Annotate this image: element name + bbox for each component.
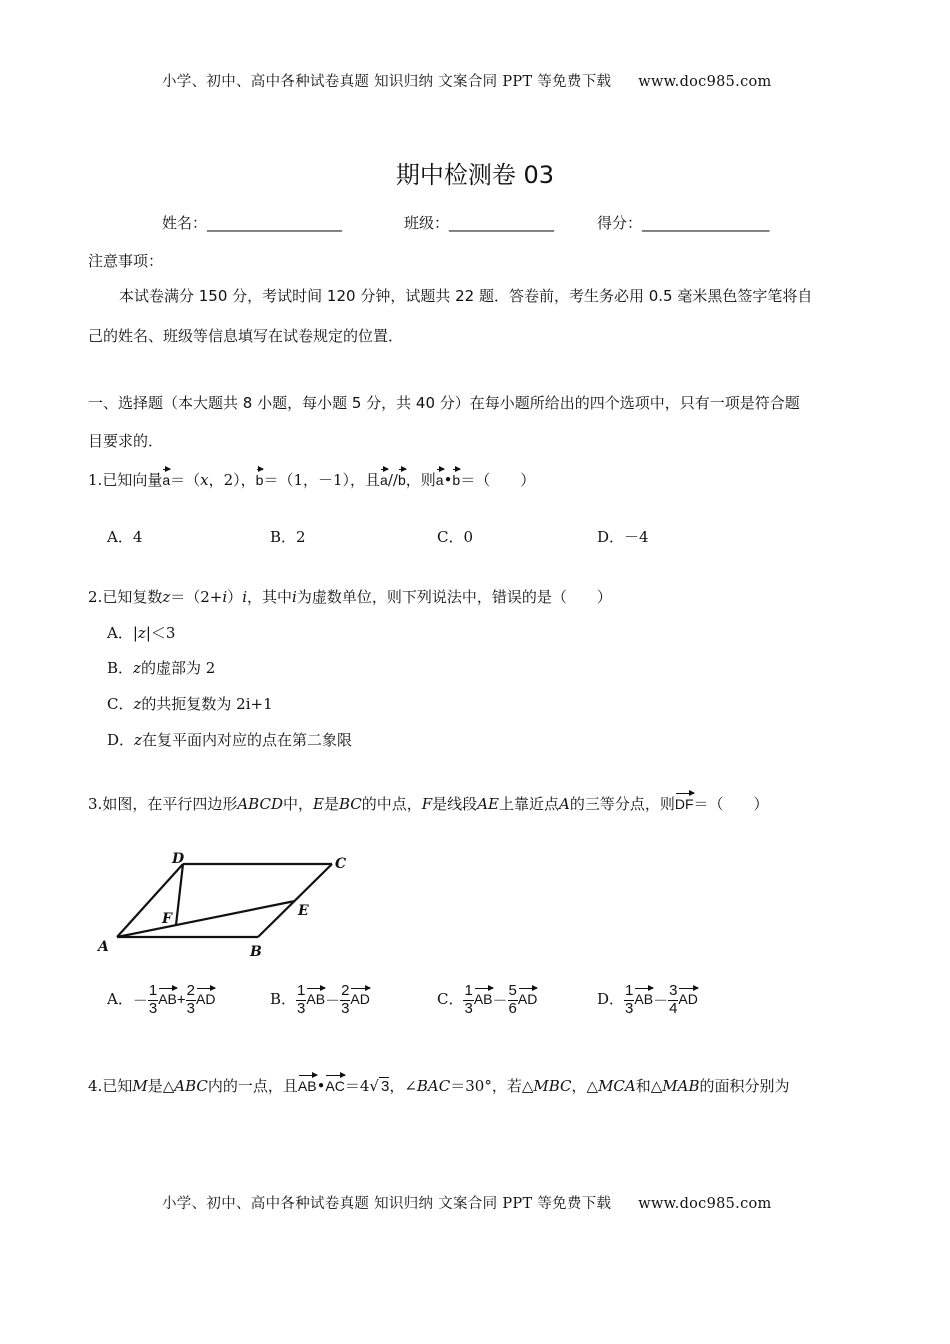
page-header bbox=[162, 70, 772, 91]
q2-option-b[interactable]: B．z的虚部为 2 bbox=[107, 659, 216, 677]
edge-bc bbox=[258, 864, 332, 937]
notice-line-2: 己的姓名、班级等信息填写在试卷规定的位置． bbox=[88, 327, 404, 345]
footer-site[interactable]: www.doc985.com bbox=[638, 1196, 772, 1212]
label-e: E bbox=[298, 903, 309, 919]
q1-option-d[interactable]: D．－4 bbox=[597, 528, 649, 546]
header-site[interactable]: www.doc985.com bbox=[638, 74, 772, 90]
vector-a: a bbox=[162, 468, 170, 487]
class-label: 班级： bbox=[404, 214, 450, 232]
q3-option-d[interactable]: D． $\frac{1}{3}$ AB－ $\frac{3}{4}$ AD bbox=[597, 982, 698, 1017]
page-footer bbox=[162, 1192, 772, 1213]
sqrt-radicand: 3 bbox=[380, 1078, 390, 1095]
notice-line-1: 本试卷满分 150 分，考试时间 120 分钟，试题共 22 题．答卷前，考生务必用 0.5 毫米黑色签字笔将自 bbox=[119, 287, 813, 305]
section-1-heading: 一、选择题（本大题共 8 小题，每小题 5 分，共 40 分）在每小题所给出的四个选项中，只有一项是符合题 bbox=[88, 394, 800, 412]
label-a: A bbox=[98, 939, 109, 955]
section-1-heading-cont: 目要求的． bbox=[88, 432, 164, 450]
notice-heading: 注意事项： bbox=[88, 252, 164, 270]
score-line: _________________ bbox=[642, 214, 770, 232]
question-4: 4.已知M是△ABC内的一点，且AB•AC＝4√ 3，∠BAC＝30°，若△MBC，△MCA和△MAB的面积分别为 bbox=[88, 1074, 790, 1096]
q1-option-b[interactable]: B．2 bbox=[270, 528, 306, 546]
vector-ac: AC bbox=[325, 1074, 344, 1093]
q1-option-c[interactable]: C．0 bbox=[437, 528, 474, 546]
q2-option-a[interactable]: A．|z|＜3 bbox=[107, 624, 176, 642]
vector-df: DF bbox=[675, 792, 694, 811]
name-line: __________________ bbox=[207, 214, 343, 232]
vector-a: a bbox=[380, 468, 388, 487]
page-title: 期中检测卷 03 bbox=[395, 161, 555, 189]
q3-option-c[interactable]: C． $\frac{1}{3}$ AB－ $\frac{5}{6}$ AD bbox=[437, 982, 538, 1017]
score-label: 得分： bbox=[597, 214, 643, 232]
class-field[interactable] bbox=[404, 212, 554, 233]
question-1: 1.已知向量a＝（x，2），b＝（1，－1），且a//b，则a•b＝（ ） bbox=[88, 468, 535, 490]
q3-option-b[interactable]: B． $\frac{1}{3}$ AB－ $\frac{2}{3}$ AD bbox=[270, 982, 370, 1017]
header-text: 小学、初中、高中各种试卷真题 知识归纳 文案合同 PPT 等免费下载 bbox=[162, 74, 612, 90]
parallelogram-figure bbox=[92, 848, 362, 963]
vector-b: b bbox=[256, 468, 264, 487]
score-field[interactable] bbox=[597, 212, 770, 233]
class-line: ______________ bbox=[449, 214, 555, 232]
q2-option-d[interactable]: D．z在复平面内对应的点在第二象限 bbox=[107, 731, 352, 749]
label-f: F bbox=[162, 911, 172, 927]
name-field[interactable] bbox=[162, 212, 342, 233]
label-b: B bbox=[250, 944, 262, 960]
label-d: D bbox=[172, 851, 185, 867]
vector-b: b bbox=[398, 468, 406, 487]
question-3: 3.如图，在平行四边形ABCD中，E是BC的中点，F是线段AE上靠近点A的三等分点，则DF＝（ ） bbox=[88, 792, 769, 814]
vector-ab: AB bbox=[298, 1074, 317, 1093]
q3-option-a[interactable]: A．－ $\frac{1}{3}$ AB+ $\frac{2}{3}$ AD bbox=[107, 982, 216, 1017]
q2-option-c[interactable]: C．z的共扼复数为 2i+1 bbox=[107, 695, 273, 713]
segment-df bbox=[176, 864, 183, 925]
q1-option-a[interactable]: A．4 bbox=[107, 528, 143, 546]
footer-text: 小学、初中、高中各种试卷真题 知识归纳 文案合同 PPT 等免费下载 bbox=[162, 1196, 612, 1212]
name-label: 姓名： bbox=[162, 214, 208, 232]
label-c: C bbox=[335, 856, 347, 872]
vector-b: b bbox=[452, 468, 460, 487]
vector-a: a bbox=[436, 468, 444, 487]
question-2: 2.已知复数z＝（2+i）i，其中i为虚数单位，则下列说法中，错误的是（ ） bbox=[88, 588, 612, 606]
